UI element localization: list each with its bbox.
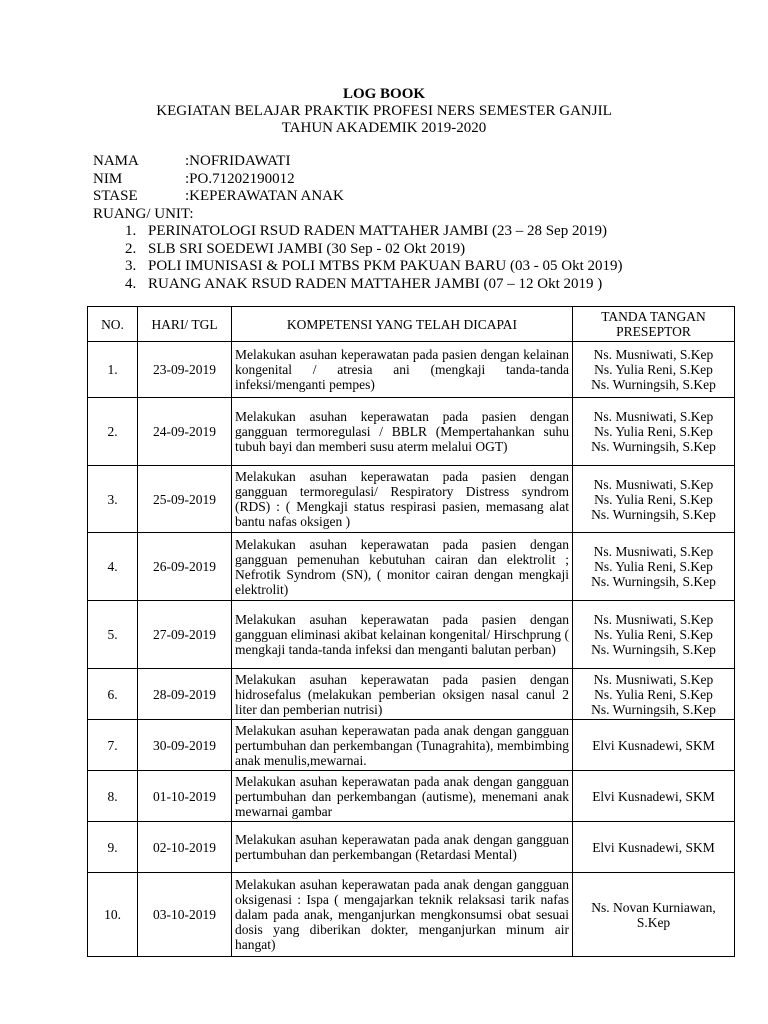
name-value: :NOFRIDAWATI xyxy=(185,153,291,169)
row-date: 23-09-2019 xyxy=(138,342,232,398)
row-signature xyxy=(573,822,735,873)
table-row xyxy=(88,533,735,601)
row-number: 9. xyxy=(88,822,138,873)
title-block xyxy=(0,86,768,137)
table-row xyxy=(88,601,735,669)
preceptor-name: Ns. Musniwati, S.Kep xyxy=(593,612,714,627)
nim-row xyxy=(93,171,623,189)
row-signature xyxy=(573,771,735,822)
preceptor-name: Ns. Yulia Reni, S.Kep xyxy=(594,627,713,642)
row-competency: Melakukan asuhan keperawatan pada pasien dengan kelainan kongenital / atresia ani (mengkaji tanda-tanda infeksi/menganti pempes) xyxy=(232,342,573,398)
academic-year: TAHUN AKADEMIK 2019-2020 xyxy=(281,120,487,136)
preceptor-name: Ns. Musniwati, S.Kep xyxy=(593,544,714,559)
unit-item: 2. SLB SRI SOEDEWI JAMBI (30 Sep - 02 Okt 2019) xyxy=(140,241,623,259)
table-header-row xyxy=(88,307,735,342)
row-competency: Melakukan asuhan keperawatan pada anak dengan gangguan oksigenasi : Ispa ( mengajarkan teknik relaksasi tarik nafas dalam pada anak, menganjurkan mengkonsumsi obat sesuai dosis yang diberikan dokter, menganjurkan minum air hangat) xyxy=(232,873,573,957)
row-number: 2. xyxy=(88,398,138,466)
preceptor-name: Elvi Kusnadewi, SKM xyxy=(592,737,715,753)
row-date: 26-09-2019 xyxy=(138,533,232,601)
unit-item: 1. PERINATOLOGI RSUD RADEN MATTAHER JAMBI (23 – 28 Sep 2019) xyxy=(140,223,623,241)
preceptor-name: Ns. Yulia Reni, S.Kep xyxy=(594,559,713,574)
preceptor-name: Ns. Yulia Reni, S.Kep xyxy=(594,491,713,507)
table-row xyxy=(88,669,735,720)
preceptor-name: Elvi Kusnadewi, SKM xyxy=(592,788,715,804)
row-competency: Melakukan asuhan keperawatan pada anak dengan gangguan pertumbuhan dan perkembangan (Tunagrahita), membimbing anak menulis,mewarnai. xyxy=(232,720,573,771)
row-date: 27-09-2019 xyxy=(138,601,232,669)
preceptor-name: Ns. Wurningsih, S.Kep xyxy=(591,439,716,454)
preceptor-name: Ns. Wurningsih, S.Kep xyxy=(591,506,716,522)
row-date: 02-10-2019 xyxy=(138,822,232,873)
unit-item: 4. RUANG ANAK RSUD RADEN MATTAHER JAMBI (07 – 12 Okt 2019 ) xyxy=(140,276,623,294)
name-label: NAMA xyxy=(93,153,139,169)
table-row xyxy=(88,873,735,957)
row-signature xyxy=(573,533,735,601)
row-competency: Melakukan asuhan keperawatan pada pasien dengan gangguan termoregulasi/ Respiratory Distress syndrom (RDS) : ( Mengkaji status respirasi pasien, memasang alat bantu nafas oksigen ) xyxy=(232,466,573,533)
table-row xyxy=(88,342,735,398)
row-number: 7. xyxy=(88,720,138,771)
preceptor-name: Ns. Wurningsih, S.Kep xyxy=(591,574,716,589)
header-competency: KOMPETENSI YANG TELAH DICAPAI xyxy=(232,307,573,342)
row-competency: Melakukan asuhan keperawatan pada pasien dengan gangguan termoregulasi / BBLR (Mempertahankan suhu tubuh bayi dan memberi susu aterm melalui OGT) xyxy=(232,398,573,466)
preceptor-name: Ns. Wurningsih, S.Kep xyxy=(591,642,716,657)
stase-label: STASE xyxy=(93,188,138,204)
preceptor-name: Elvi Kusnadewi, SKM xyxy=(592,839,715,855)
row-number: 10. xyxy=(88,873,138,957)
table-row xyxy=(88,720,735,771)
unit-item: 3. POLI IMUNISASI & POLI MTBS PKM PAKUAN BARU (03 - 05 Okt 2019) xyxy=(140,258,623,276)
row-competency: Melakukan asuhan keperawatan pada anak dengan gangguan pertumbuhan dan perkembangan (Retardasi Mental) xyxy=(232,822,573,873)
preceptor-name: Ns. Yulia Reni, S.Kep xyxy=(594,362,713,377)
stase-row xyxy=(93,188,623,206)
table-body xyxy=(88,342,735,957)
row-date: 28-09-2019 xyxy=(138,669,232,720)
row-number: 6. xyxy=(88,669,138,720)
row-number: 5. xyxy=(88,601,138,669)
preceptor-name: Ns. Novan Kurniawan, S.Kep xyxy=(591,899,716,930)
row-date: 01-10-2019 xyxy=(138,771,232,822)
table-row xyxy=(88,398,735,466)
row-number: 8. xyxy=(88,771,138,822)
row-date: 30-09-2019 xyxy=(138,720,232,771)
document-title: LOG BOOK xyxy=(342,86,426,102)
stase-value: :KEPERAWATAN ANAK xyxy=(185,188,344,204)
student-info xyxy=(93,153,623,293)
row-competency: Melakukan asuhan keperawatan pada pasien dengan gangguan pemenuhan kebutuhan cairan dan elektrolit ; Nefrotik Syndrom (SN), ( monitor cairan dengan mengkaji elektrolit) xyxy=(232,533,573,601)
preceptor-name: Ns. Wurningsih, S.Kep xyxy=(591,701,716,717)
preceptor-name: Ns. Musniwati, S.Kep xyxy=(593,409,714,424)
unit-label: RUANG/ UNIT: xyxy=(93,205,194,222)
preceptor-name: Ns. Yulia Reni, S.Kep xyxy=(594,424,713,439)
header-signature: TANDA TANGAN PRESEPTOR xyxy=(573,307,735,342)
preceptor-name: Ns. Yulia Reni, S.Kep xyxy=(594,686,713,702)
row-signature xyxy=(573,398,735,466)
row-signature xyxy=(573,720,735,771)
row-date: 25-09-2019 xyxy=(138,466,232,533)
row-date: 03-10-2019 xyxy=(138,873,232,957)
row-signature xyxy=(573,342,735,398)
row-competency: Melakukan asuhan keperawatan pada pasien dengan hidrosefalus (melakukan pemberian oksigen nasal canul 2 liter dan pemberian nutrisi) xyxy=(232,669,573,720)
preceptor-name: Ns. Wurningsih, S.Kep xyxy=(591,377,716,392)
row-date: 24-09-2019 xyxy=(138,398,232,466)
header-no: NO. xyxy=(88,307,138,342)
table-row xyxy=(88,771,735,822)
preceptor-name: Ns. Musniwati, S.Kep xyxy=(593,476,714,492)
logbook-table xyxy=(87,306,735,957)
row-competency: Melakukan asuhan keperawatan pada pasien dengan gangguan eliminasi akibat kelainan kongenital/ Hirschprung ( mengkaji tanda-tanda infeksi dan menganti balutan perban) xyxy=(232,601,573,669)
row-number: 1. xyxy=(88,342,138,398)
row-signature xyxy=(573,873,735,957)
row-number: 4. xyxy=(88,533,138,601)
row-number: 3. xyxy=(88,466,138,533)
document-subtitle: KEGIATAN BELAJAR PRAKTIK PROFESI NERS SEMESTER GANJIL xyxy=(156,103,612,119)
unit-list xyxy=(93,223,623,293)
table-row xyxy=(88,466,735,533)
row-signature xyxy=(573,466,735,533)
row-competency: Melakukan asuhan keperawatan pada anak dengan gangguan pertumbuhan dan perkembangan (autisme), menemani anak mewarnai gambar xyxy=(232,771,573,822)
name-row xyxy=(93,153,623,171)
preceptor-name: Ns. Musniwati, S.Kep xyxy=(593,671,714,687)
nim-value: :PO.71202190012 xyxy=(185,170,295,187)
preceptor-name: Ns. Musniwati, S.Kep xyxy=(593,347,714,362)
table-row xyxy=(88,822,735,873)
nim-label: NIM xyxy=(93,170,123,187)
header-date: HARI/ TGL xyxy=(138,307,232,342)
row-signature xyxy=(573,669,735,720)
row-signature xyxy=(573,601,735,669)
